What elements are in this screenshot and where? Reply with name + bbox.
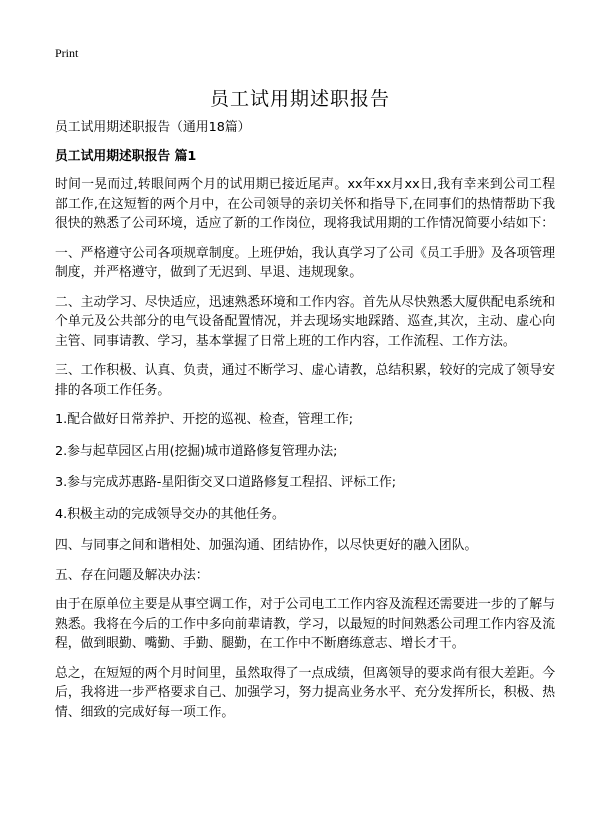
section-heading: 员工试用期述职报告 篇1 — [55, 148, 197, 164]
list-item: 2.参与起草园区占用(挖掘)城市道路修复管理办法; — [55, 443, 338, 459]
list-item: 1.配合做好日常养护、开挖的巡视、检查，管理工作; — [55, 412, 354, 427]
print-label: Print — [55, 46, 79, 60]
document-subtitle: 员工试用期述职报告（通用18篇） — [55, 120, 251, 135]
document-title: 员工试用期述职报告 — [209, 88, 390, 110]
paragraph-point-4: 四、与同事之间和谐相处、加强沟通、团结协作，以尽快更好的融入团队。 — [55, 538, 478, 553]
paragraph-point-3: 三、工作积极、认真、负责，通过不断学习、虚心请教，总结积累，较好的完成了领导安排的各项工作任务。 — [55, 363, 555, 398]
list-item: 3.参与完成苏惠路-星阳街交叉口道路修复工程招、评标工作; — [55, 475, 397, 490]
paragraph-conclusion: 总之，在短短的两个月时间里，虽然取得了一点成绩，但离领导的要求尚有很大差距。今后，我将进一步严格要求自己、加强学习，努力提高业务水平、充分发挥所长，积极、热情、细致的完成好每一项工作。 — [55, 665, 555, 720]
document-body — [55, 118, 555, 732]
list-item: 4.积极主动的完成领导交办的其他任务。 — [55, 506, 285, 522]
paragraph-point-5: 五、存在问题及解决办法： — [55, 567, 209, 583]
paragraph-intro: 时间一晃而过,转眼间两个月的试用期已接近尾声。xx年xx月xx日,我有幸来到公司工程部工作,在这短暂的两个月中，在公司领导的亲切关怀和指导下,在同事们的热情帮助下我很快的熟悉了公司环境，适应了新的工作岗位，现将我试用期的工作情况简要小结如下： — [55, 177, 555, 231]
paragraph-problems: 由于在原单位主要是从事空调工作，对于公司电工工作内容及流程还需要进一步的了解与熟悉。我将在今后的工作中多向前辈请教，学习，以最短的时间熟悉公司理工作内容及流程，做到眼勤、嘴勤、手勤、腿勤，在工作中不断磨练意志、增长才干。 — [55, 597, 555, 651]
paragraph-point-1: 一、严格遵守公司各项规章制度。上班伊始，我认真学习了公司《员工手册》及各项管理制度，并严格遵守，做到了无迟到、早退、违规现象。 — [55, 245, 555, 280]
paragraph-point-2: 二、主动学习、尽快适应，迅速熟悉环境和工作内容。首先从尽快熟悉大厦供配电系统和个单元及公共部分的电气设备配置情况，并去现场实地踩踏、巡查,其次，主动、虚心向主管、同事请教、学习，基本掌握了日常上班的工作内容，工作流程、工作方法。 — [55, 294, 555, 349]
